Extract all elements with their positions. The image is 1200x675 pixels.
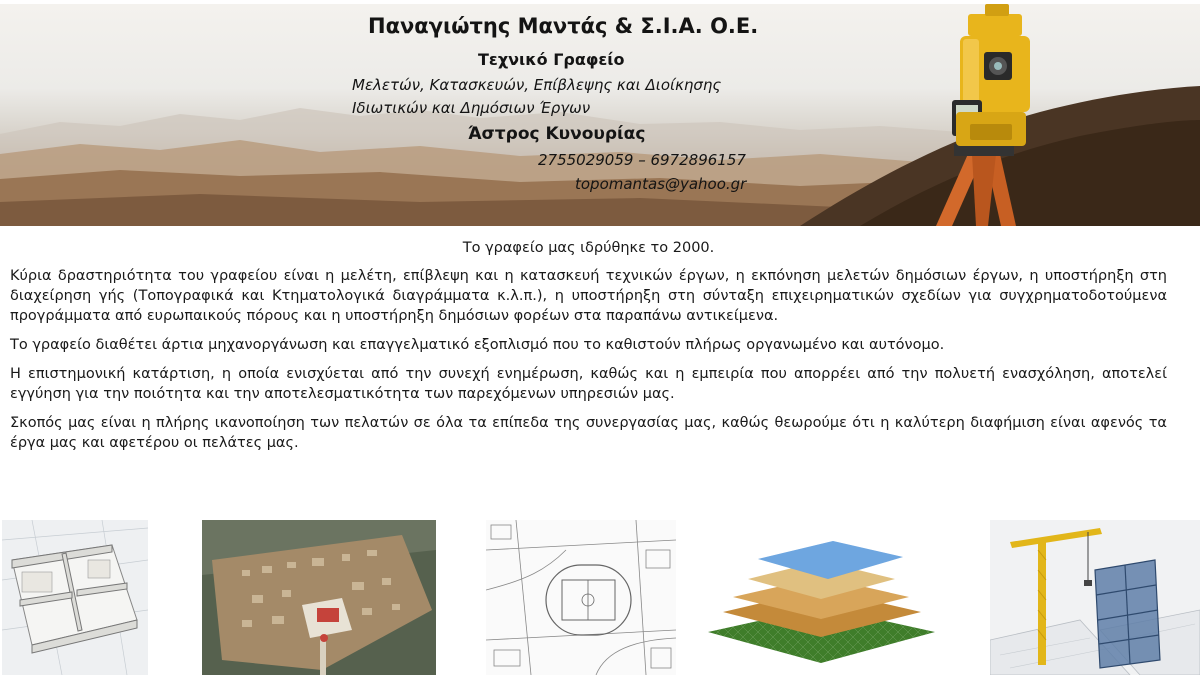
services-line-1: Μελετών, Κατασκευών, Επίβλεψης και Διοίκησης bbox=[352, 76, 722, 94]
site-plan-drawing-icon bbox=[486, 520, 676, 675]
floor-plan-3d-icon bbox=[2, 520, 148, 675]
header-banner bbox=[0, 4, 1200, 226]
phone-numbers: 2755029059 – 6972896157 bbox=[538, 151, 746, 169]
gis-layers-icon bbox=[703, 537, 939, 665]
location-name: Άστρος Κυνουρίας bbox=[468, 124, 646, 144]
about-content bbox=[10, 238, 1167, 462]
city-model-image bbox=[202, 520, 436, 675]
construction-crane-icon bbox=[990, 520, 1200, 675]
paragraph-goal: Σκοπός μας είναι η πλήρης ικανοποίηση των πελατών σε όλα τα επίπεδα της συνεργασίας μας, καθώς θεωρούμε ότι η καλύτερη διαφήμιση είναι αφενός τα έργα μας και αφετέρου οι πελάτες μας. bbox=[10, 415, 1167, 451]
floor-plan-image bbox=[2, 520, 148, 675]
paragraph-activities: Κύρια δραστηριότητα του γραφείου είναι η μελέτη, επίβλεψη και η κατασκευή τεχνικών έργων, η εκπόνηση μελετών δημόσιων έργων, η υποστήρηξη στη διαχείρηση γής (Τοπογραφικά και Κτηματολογικά διαγράμματα κ.λ.π.), η υποστήρηξη στη σύνταξη επιχειρηματικών σχεδίων για συγχρηματοδοτούμενα προγράμματα από ευρωπαικούς πόρους και η υποστήρηξη δημόσιων φορέων στα παραπάνω αντικείμενα. bbox=[10, 268, 1167, 324]
site-plan-image bbox=[486, 520, 676, 675]
construction-image bbox=[990, 520, 1200, 675]
city-model-icon bbox=[202, 520, 436, 675]
services-line-2: Ιδιωτικών και Δημόσιων Έργων bbox=[352, 99, 591, 117]
paragraph-expertise: Η επιστημονική κατάρτιση, η οποία ενισχύεται από την συνεχή ενημέρωση, καθώς και η εμπειρία που απορρέει από την πολυετή ενασχόληση, αποτελεί εγγύηση για την ποιότητα και την αποτελεσματικότητα των παρεχόμενων υπηρεσιών μας. bbox=[10, 366, 1167, 402]
office-title: Τεχνικό Γραφείο bbox=[478, 50, 625, 69]
gis-layers-image bbox=[703, 537, 939, 665]
founded-statement: Το γραφείο μας ιδρύθηκε το 2000. bbox=[462, 240, 715, 256]
company-name: Παναγιώτης Μαντάς & Σ.Ι.Α. Ο.Ε. bbox=[368, 14, 759, 38]
paragraph-equipment: Το γραφείο διαθέτει άρτια μηχανοργάνωση και επαγγελματικό εξοπλισμό που το καθιστούν πλήρως οργανωμένο και αυτόνομο. bbox=[10, 337, 945, 353]
email-address: topomantas@yahoo.gr bbox=[575, 175, 747, 193]
